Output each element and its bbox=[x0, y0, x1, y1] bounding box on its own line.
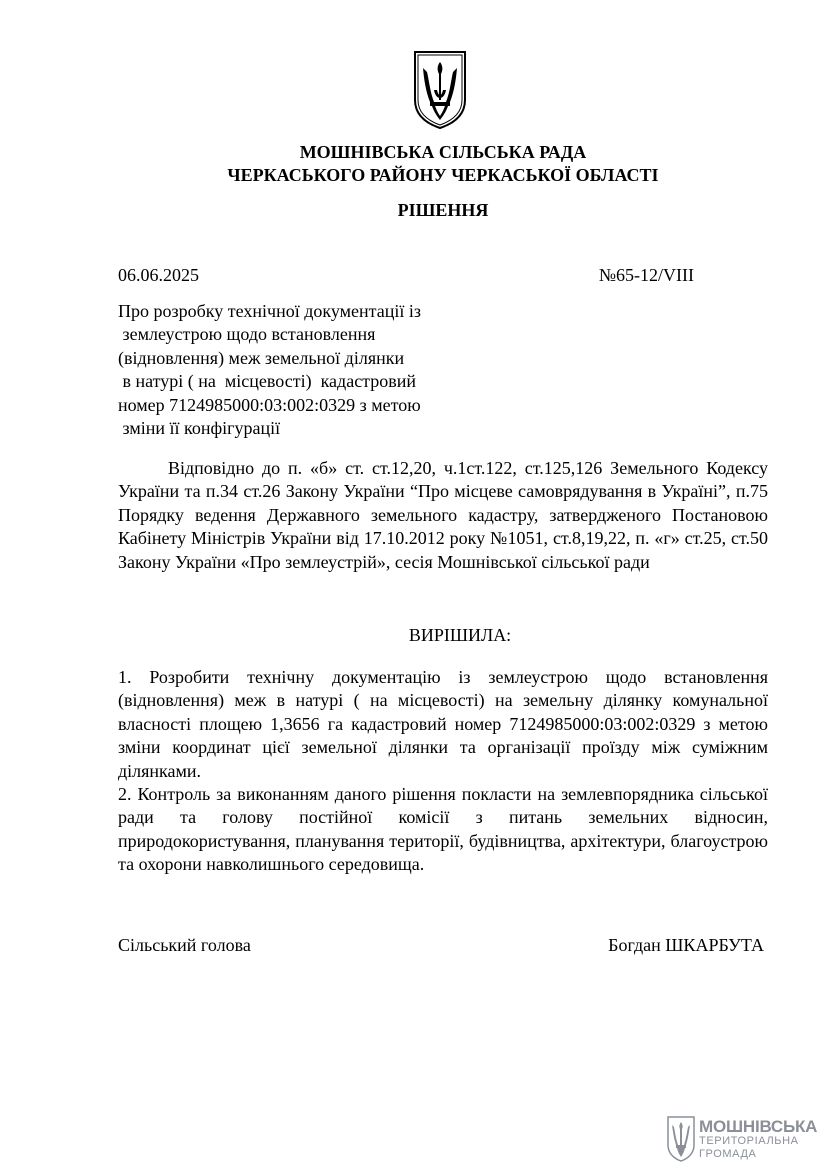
watermark-line-1: МОШНІВСЬКА bbox=[699, 1117, 818, 1136]
watermark-line-2: ТЕРИТОРІАЛЬНА bbox=[699, 1135, 799, 1147]
decision-items bbox=[118, 666, 768, 877]
council-name: МОШНІВСЬКА СІЛЬСЬКА РАДА bbox=[299, 142, 587, 162]
document-type: РІШЕННЯ bbox=[397, 200, 489, 220]
decision-number: №65-12/VIII bbox=[598, 265, 694, 285]
decision-item: 1. Розробити технічну документацію із землеустрою щодо встановлення (відновлення) меж в натурі ( на місцевості) на земельну ділянку комунальної власності площею 1,3656 га кадастровий номер 7124985000:03:002:0329 з метою зміни координат цієї земельної ділянки та організації проїзду між суміжним ділянками. bbox=[118, 667, 768, 781]
watermark-logo bbox=[666, 1115, 816, 1165]
watermark-line-3: ГРОМАДА bbox=[699, 1148, 757, 1160]
coat-of-arms-icon bbox=[412, 50, 468, 130]
preamble-paragraph: Відповідно до п. «б» ст. ст.12,20, ч.1ст.122, ст.125,126 Земельного Кодексу України та п.34 ст.26 Закону України “Про місцеве самоврядування в Україні”, п.75 Порядку ведення Державного земельного кадастру, затвердженого Постановою Кабінету Міністрів України від 17.10.2012 року №1051, ст.8,19,22, п. «г» ст.25, ст.50 Закону України «Про землеустрій», сесія Мошнівської сільської ради bbox=[118, 458, 768, 572]
resolved-heading: ВИРІШИЛА: bbox=[408, 625, 512, 645]
decision-item: 2. Контроль за виконанням даного рішення покласти на землевпорядника сільської ради та голову постійної комісії з питань земельних відносин, природокористування, планування території, будівництва, архітектури, благоустрою та охорони навколишнього середовища. bbox=[118, 784, 768, 875]
council-region: ЧЕРКАСЬКОГО РАЙОНУ ЧЕРКАСЬКОЇ ОБЛАСТІ bbox=[227, 165, 659, 185]
signatory-title: Сільський голова bbox=[118, 935, 251, 955]
decision-date: 06.06.2025 bbox=[118, 265, 199, 285]
watermark-trident-icon bbox=[666, 1115, 696, 1163]
decision-subject: Про розробку технічної документації із землеустрою щодо встановлення (відновлення) меж земельної ділянки в натурі ( на місцевості) кадастровий номер 7124985000:03:002:0329 з метою зміни її конфігурації bbox=[118, 301, 421, 439]
signatory-name: Богдан ШКАРБУТА bbox=[608, 935, 764, 955]
